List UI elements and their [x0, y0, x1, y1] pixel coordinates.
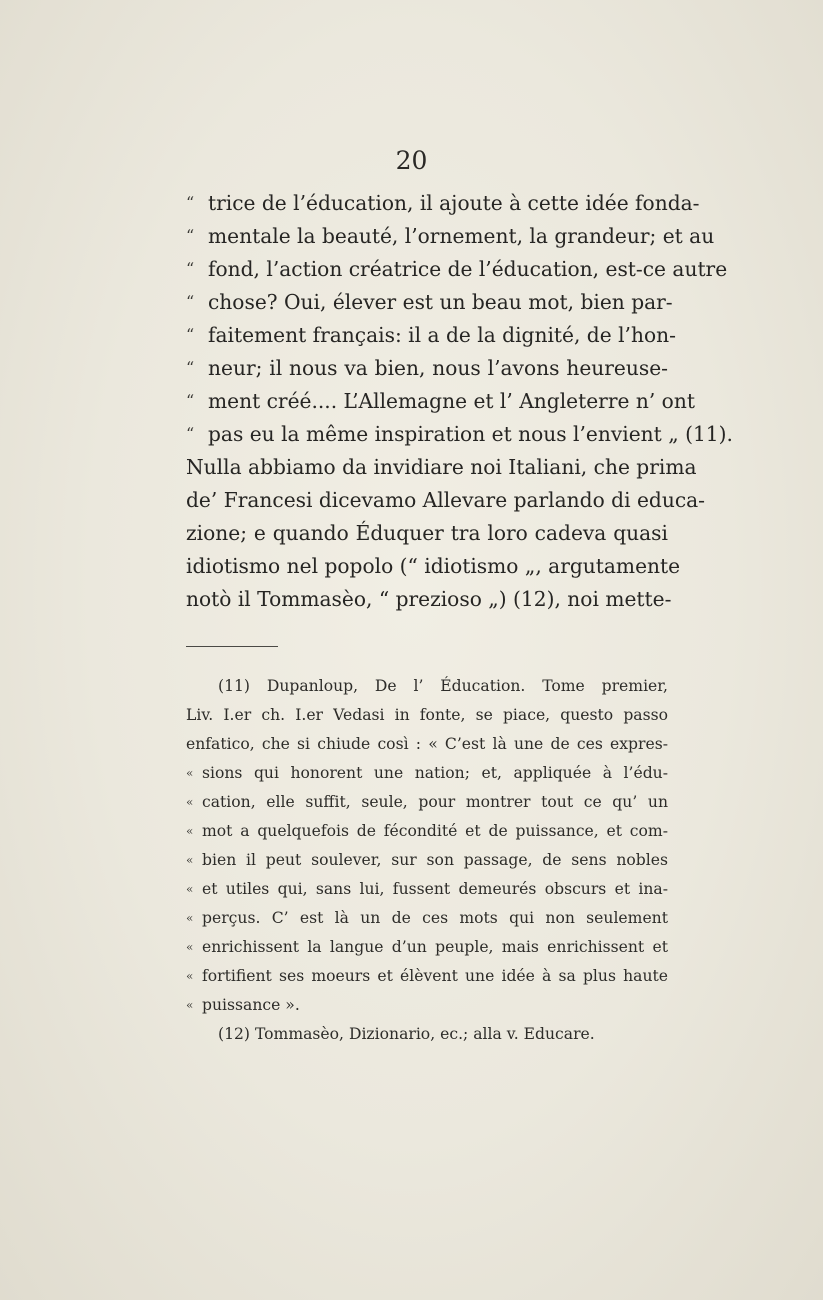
- body-line: de’ Francesi dicevamo Allevare parlando di educa-: [186, 488, 705, 512]
- body-line: zione; e quando Éduquer tra loro cadeva quasi: [186, 521, 668, 545]
- body-line: Nulla abbiamo da invidiare noi Italiani, che prima: [186, 455, 697, 479]
- quote-mark: «: [186, 882, 194, 896]
- body-line: fond, l’action créatrice de l’éducation, est-ce autre: [208, 257, 728, 281]
- footnote-line: puissance ».: [202, 996, 300, 1014]
- quote-mark: “: [186, 325, 195, 344]
- footnote-separator: [186, 646, 278, 647]
- footnote-line: sions qui honorent une nation; et, appliquée à l’édu-: [202, 764, 668, 782]
- quote-mark: «: [186, 969, 194, 983]
- footnote-12: (12) Tommasèo, Dizionario, ec.; alla v. Educare.: [218, 1025, 595, 1043]
- footnote-line: cation, elle suffit, seule, pour montrer tout ce qu’ un: [202, 793, 668, 811]
- body-line: trice de l’éducation, il ajoute à cette idée fonda-: [208, 191, 700, 215]
- body-line: idiotismo nel popolo (“ idiotismo „, argutamente: [186, 554, 681, 578]
- quote-mark: «: [186, 853, 194, 867]
- quote-mark: «: [186, 824, 194, 838]
- quote-mark: «: [186, 911, 194, 925]
- quote-mark: “: [186, 292, 195, 311]
- body-line: pas eu la même inspiration et nous l’envient „ (11).: [208, 422, 733, 446]
- quote-mark: “: [186, 226, 195, 245]
- quote-mark: “: [186, 358, 195, 377]
- footnote-line: bien il peut soulever, sur son passage, de sens nobles: [202, 851, 668, 869]
- body-line: faitement français: il a de la dignité, de l’hon-: [208, 323, 676, 347]
- body-line: mentale la beauté, l’ornement, la grandeur; et au: [208, 224, 715, 248]
- quote-mark: “: [186, 424, 195, 443]
- quote-mark: «: [186, 940, 194, 954]
- body-line: neur; il nous va bien, nous l’avons heureuse-: [208, 356, 668, 380]
- quote-mark: “: [186, 193, 195, 212]
- footnote-line: mot a quelquefois de fécondité et de puissance, et com-: [202, 822, 668, 840]
- footnote-line: et utiles qui, sans lui, fussent demeurés obscurs et ina-: [202, 880, 668, 898]
- footnote-line: perçus. C’ est là un de ces mots qui non seulement: [202, 909, 668, 927]
- footnote-line: enfatico, che si chiude così : « C’est là une de ces expres-: [186, 735, 668, 753]
- page-number: 20: [395, 146, 428, 175]
- footnote-line: (11) Dupanloup, De l’ Éducation. Tome premier,: [218, 677, 668, 695]
- quote-mark: «: [186, 795, 194, 809]
- quote-mark: «: [186, 766, 194, 780]
- body-line: ment créé.... L’Allemagne et l’ Angleterre n’ ont: [208, 389, 695, 413]
- body-line: chose? Oui, élever est un beau mot, bien par-: [208, 290, 673, 314]
- quote-mark: «: [186, 998, 194, 1012]
- footnote-line: Liv. I.er ch. I.er Vedasi in fonte, se piace, questo passo: [186, 706, 668, 724]
- footnote-line: fortifient ses moeurs et élèvent une idée à sa plus haute: [202, 967, 668, 985]
- body-line: notò il Tommasèo, “ prezioso „) (12), noi mette-: [186, 587, 672, 611]
- footnote-line: enrichissent la langue d’un peuple, mais enrichissent et: [202, 938, 668, 956]
- quote-mark: “: [186, 391, 195, 410]
- quote-mark: “: [186, 259, 195, 278]
